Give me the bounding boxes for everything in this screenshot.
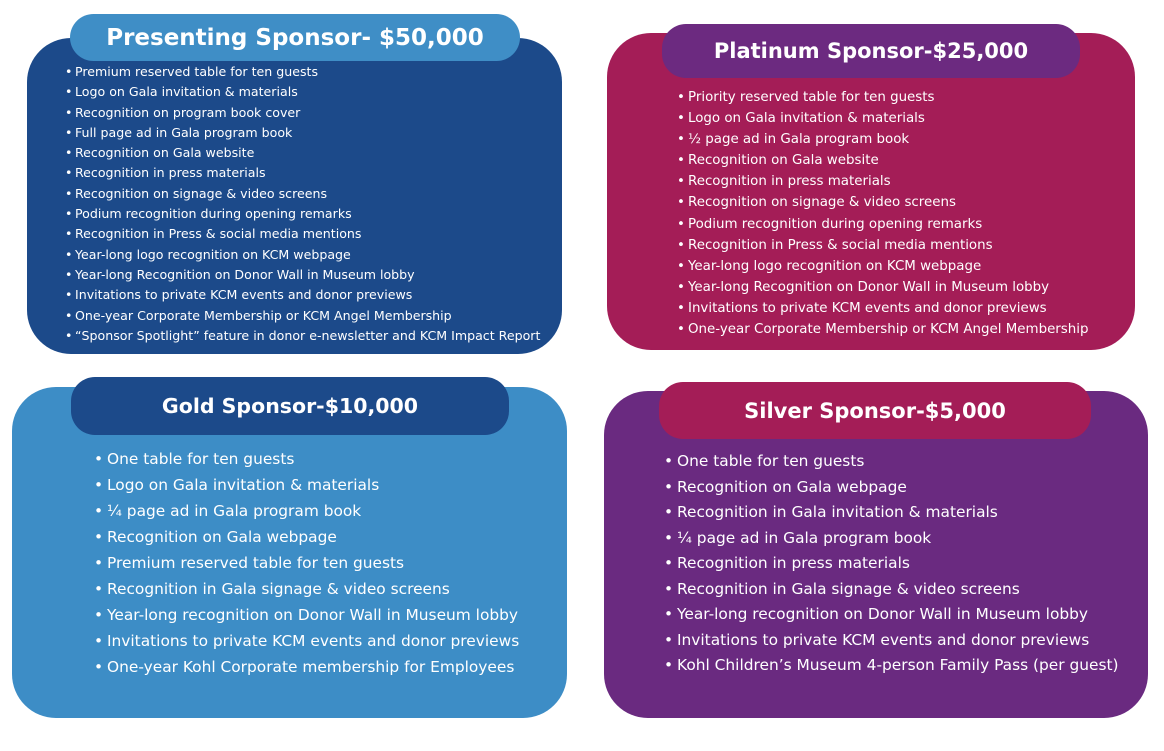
presenting-sponsor-title: Presenting Sponsor- $50,000 (70, 14, 520, 61)
benefit-item: • Year-long Recognition on Donor Wall in Museum lobby (677, 277, 1089, 298)
benefit-item: • Kohl Children’s Museum 4-person Family Pass (per guest) (664, 653, 1119, 679)
platinum-sponsor-title: Platinum Sponsor-$25,000 (662, 24, 1080, 78)
benefit-item: • Recognition in press materials (677, 171, 1089, 192)
benefit-item: • Recognition in Gala signage & video screens (94, 576, 519, 602)
benefit-item: • Logo on Gala invitation & materials (677, 108, 1089, 129)
benefit-item: • Full page ad in Gala program book (65, 123, 540, 143)
benefit-item: • One table for ten guests (94, 446, 519, 472)
benefit-item: • ¼ page ad in Gala program book (94, 498, 519, 524)
platinum-benefits-list (677, 87, 1089, 340)
benefit-item: • Invitations to private KCM events and donor previews (677, 298, 1089, 319)
silver-benefits-list (664, 449, 1119, 679)
benefit-item: • Year-long recognition on Donor Wall in Museum lobby (664, 602, 1119, 628)
benefit-item: • Premium reserved table for ten guests (65, 62, 540, 82)
benefit-item: • Year-long logo recognition on KCM webpage (65, 245, 540, 265)
benefit-item: • Recognition in press materials (65, 163, 540, 183)
gold-sponsor-title: Gold Sponsor-$10,000 (71, 377, 509, 435)
benefit-item: • Recognition in Press & social media mentions (677, 235, 1089, 256)
benefit-item: • Premium reserved table for ten guests (94, 550, 519, 576)
benefit-item: • Podium recognition during opening remarks (65, 204, 540, 224)
benefit-item: • “Sponsor Spotlight” feature in donor e-newsletter and KCM Impact Report (65, 326, 540, 346)
presenting-benefits-list (65, 62, 540, 346)
benefit-item: • Recognition in Gala invitation & materials (664, 500, 1119, 526)
benefit-item: • Year-long Recognition on Donor Wall in Museum lobby (65, 265, 540, 285)
benefit-item: • Logo on Gala invitation & materials (65, 82, 540, 102)
benefit-item: • Priority reserved table for ten guests (677, 87, 1089, 108)
benefit-item: • Recognition on Gala website (65, 143, 540, 163)
benefit-item: • Invitations to private KCM events and donor previews (94, 628, 519, 654)
benefit-item: • Recognition on signage & video screens (677, 192, 1089, 213)
benefit-item: • Recognition on program book cover (65, 103, 540, 123)
benefit-item: • Podium recognition during opening remarks (677, 214, 1089, 235)
benefit-item: • Year-long logo recognition on KCM webpage (677, 256, 1089, 277)
benefit-item: • One table for ten guests (664, 449, 1119, 475)
benefit-item: • Recognition on Gala webpage (664, 475, 1119, 501)
benefit-item: • Recognition in press materials (664, 551, 1119, 577)
benefit-item: • Recognition on Gala website (677, 150, 1089, 171)
benefit-item: • ¼ page ad in Gala program book (664, 526, 1119, 552)
benefit-item: • Recognition in Gala signage & video screens (664, 577, 1119, 603)
benefit-item: • Recognition on signage & video screens (65, 184, 540, 204)
benefit-item: • Year-long recognition on Donor Wall in Museum lobby (94, 602, 519, 628)
benefit-item: • ½ page ad in Gala program book (677, 129, 1089, 150)
silver-sponsor-title: Silver Sponsor-$5,000 (659, 382, 1091, 439)
benefit-item: • Logo on Gala invitation & materials (94, 472, 519, 498)
benefit-item: • One-year Corporate Membership or KCM Angel Membership (677, 319, 1089, 340)
benefit-item: • Recognition on Gala webpage (94, 524, 519, 550)
benefit-item: • Recognition in Press & social media mentions (65, 224, 540, 244)
benefit-item: • One-year Corporate Membership or KCM Angel Membership (65, 306, 540, 326)
benefit-item: • Invitations to private KCM events and donor previews (664, 628, 1119, 654)
gold-benefits-list (94, 446, 519, 680)
benefit-item: • Invitations to private KCM events and donor previews (65, 285, 540, 305)
benefit-item: • One-year Kohl Corporate membership for Employees (94, 654, 519, 680)
